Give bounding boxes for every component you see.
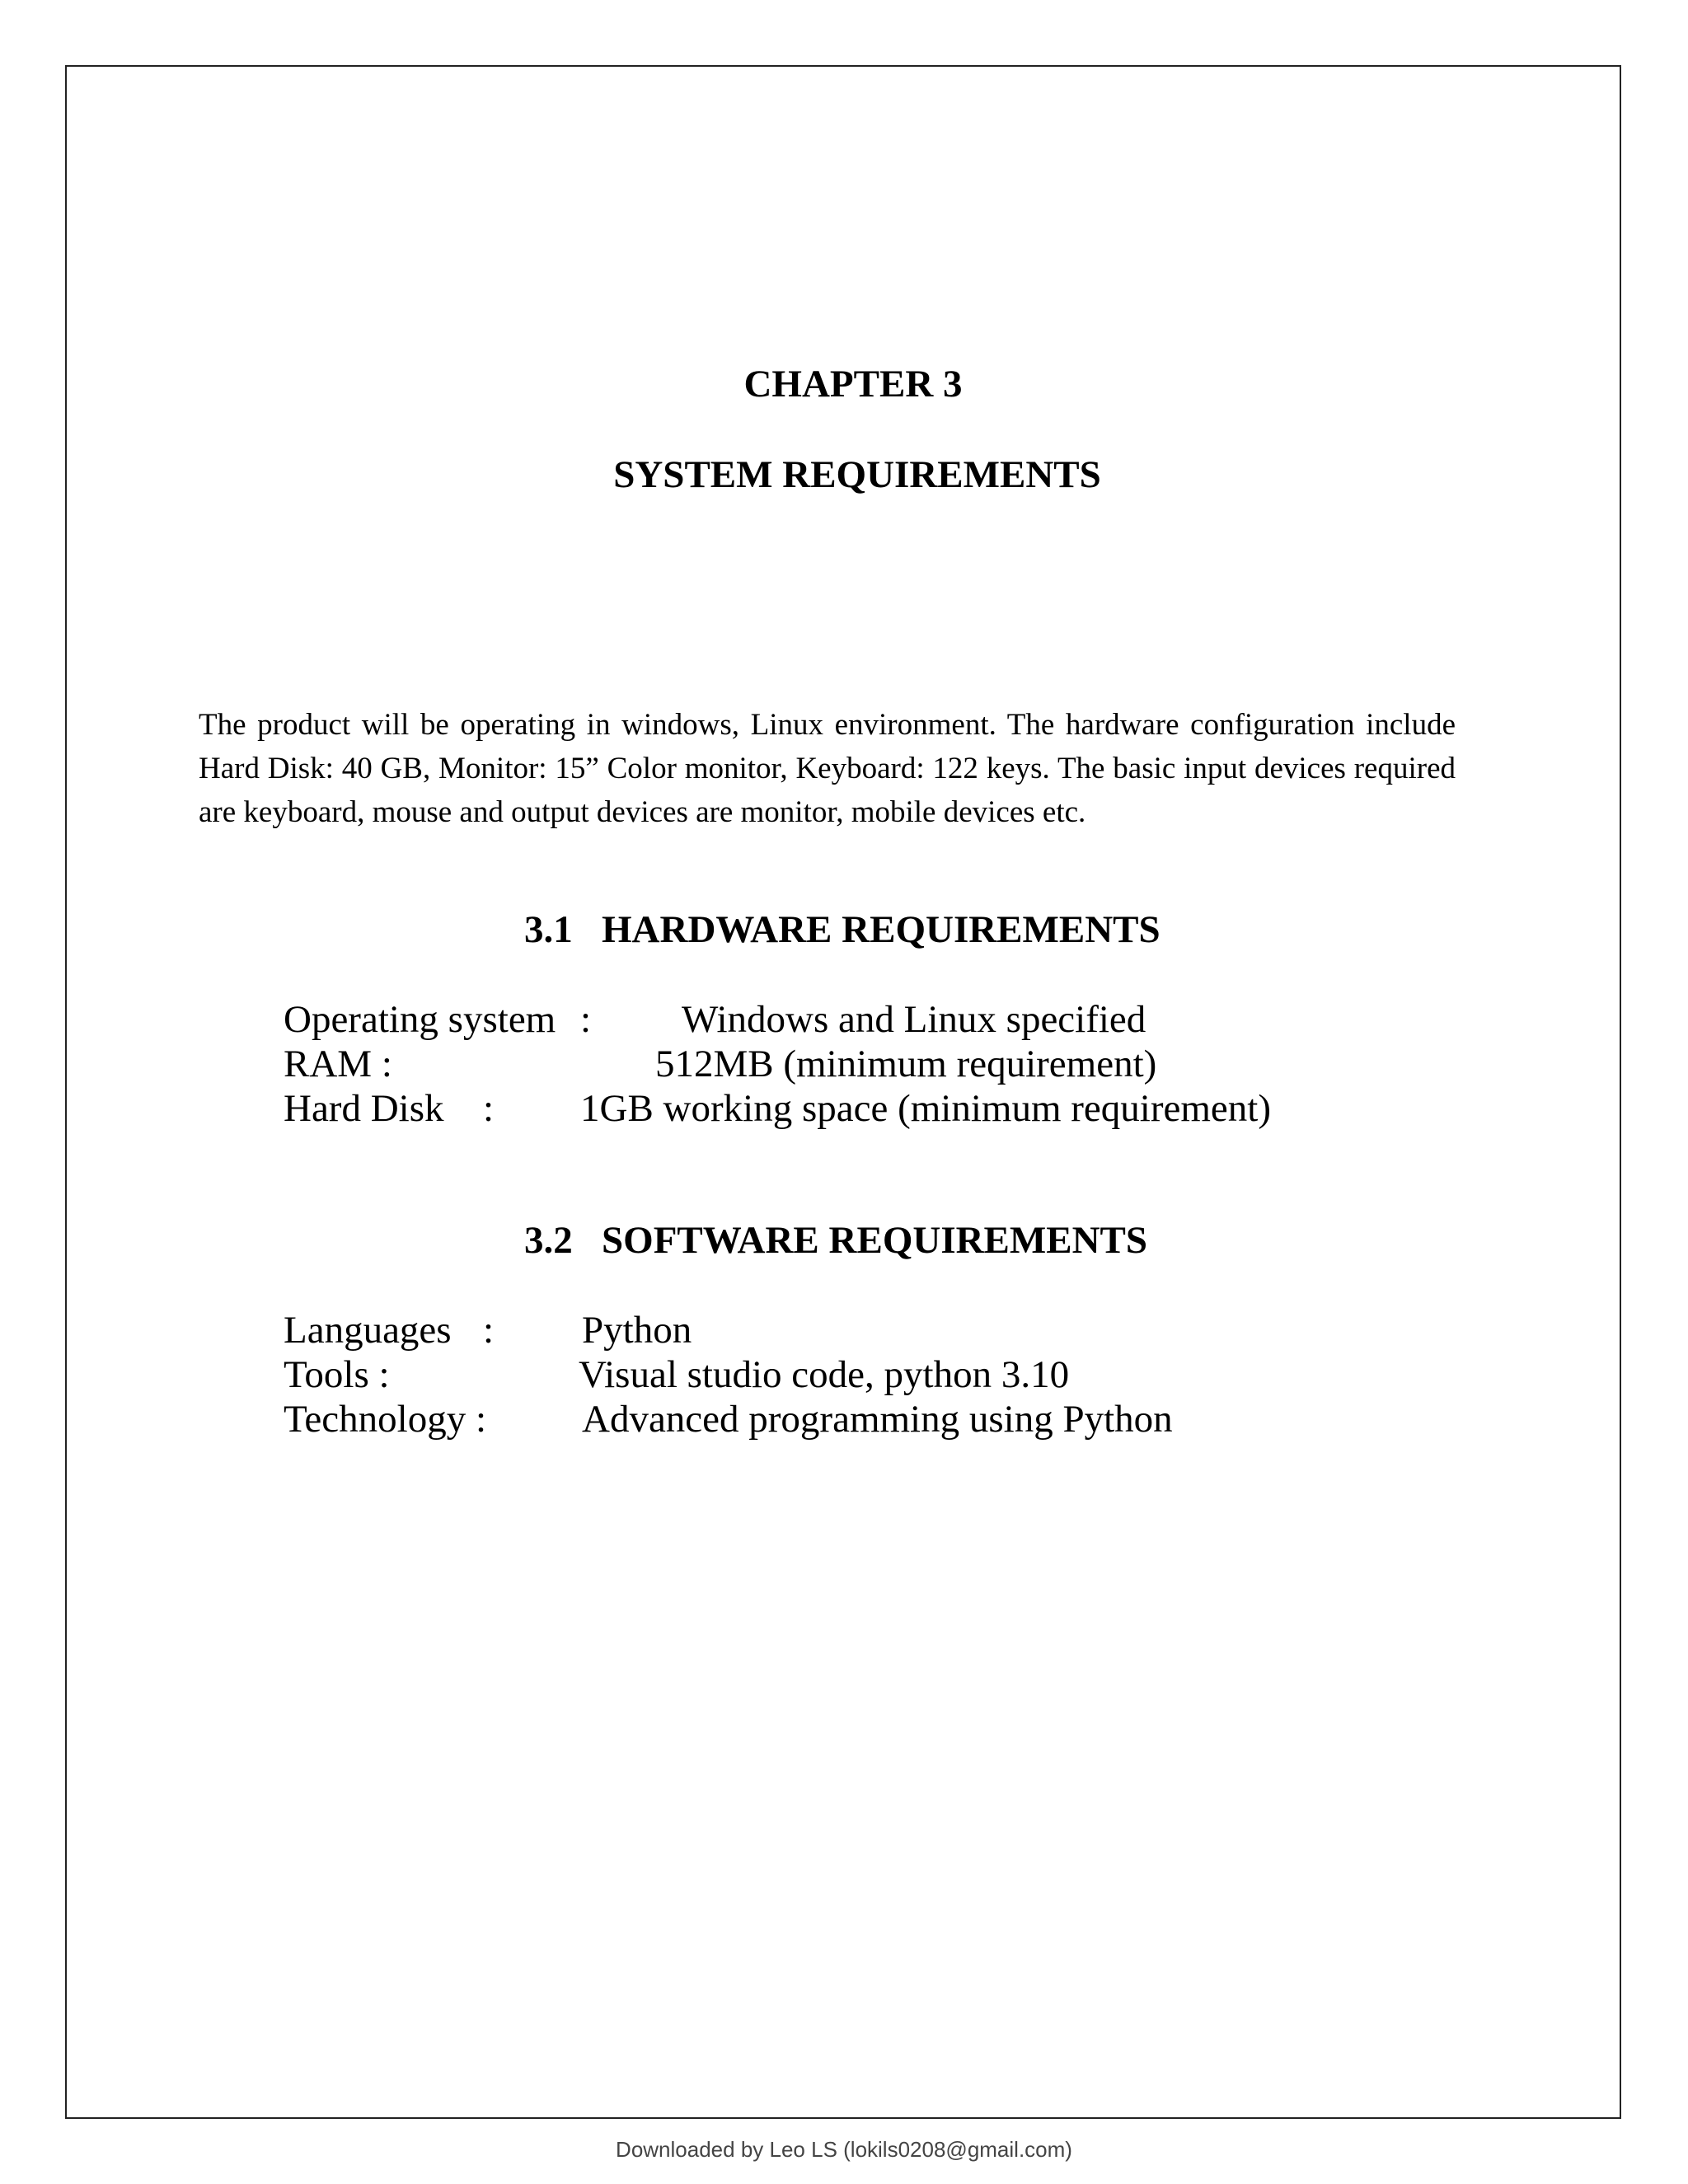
- software-spec-technology: [0, 1396, 1688, 1442]
- spec-label: Hard Disk: [284, 1087, 444, 1130]
- hardware-heading-text: HARDWARE REQUIREMENTS: [602, 908, 1160, 951]
- chapter-title: SYSTEM REQUIREMENTS: [613, 453, 1101, 496]
- intro-paragraph: The product will be operating in windows, Linux environment. The hardware configuration include Hard Disk: 40 GB, Monitor: 15” Color monitor, Keyboard: 122 keys. The basic input devices required are keyboard, mouse and output devices are monitor, mobile devices etc.: [199, 708, 1456, 829]
- spec-value: Visual studio code, python 3.10: [579, 1353, 1070, 1396]
- spec-value: Python: [582, 1309, 692, 1352]
- spec-separator: :: [483, 1309, 495, 1352]
- software-spec-tools: [0, 1352, 1688, 1398]
- software-heading: [524, 1217, 1147, 1263]
- spec-label: Tools :: [284, 1353, 390, 1396]
- spec-separator: :: [483, 1087, 495, 1130]
- spec-value: Advanced programming using Python: [582, 1398, 1173, 1441]
- hardware-heading: [524, 907, 1160, 953]
- hardware-section-number: 3.1: [524, 908, 573, 951]
- spec-label: Languages: [284, 1309, 452, 1352]
- spec-value: 1GB working space (minimum requirement): [580, 1087, 1271, 1130]
- chapter-label: CHAPTER 3: [743, 363, 963, 405]
- software-spec-languages: [0, 1307, 1688, 1353]
- spec-label: Operating system: [284, 998, 556, 1041]
- spec-separator: :: [580, 998, 592, 1041]
- spec-value: Windows and Linux specified: [682, 998, 1146, 1041]
- spec-value: 512MB (minimum requirement): [655, 1043, 1157, 1085]
- software-heading-text: SOFTWARE REQUIREMENTS: [602, 1219, 1148, 1262]
- spec-label: RAM :: [284, 1043, 392, 1085]
- download-footer: Downloaded by Leo LS (lokils0208@gmail.com): [616, 2137, 1072, 2162]
- hardware-spec-disk: [0, 1085, 1688, 1132]
- hardware-spec-os: [0, 996, 1688, 1043]
- spec-label: Technology :: [284, 1398, 487, 1441]
- software-section-number: 3.2: [524, 1219, 573, 1262]
- hardware-spec-ram: [0, 1041, 1688, 1087]
